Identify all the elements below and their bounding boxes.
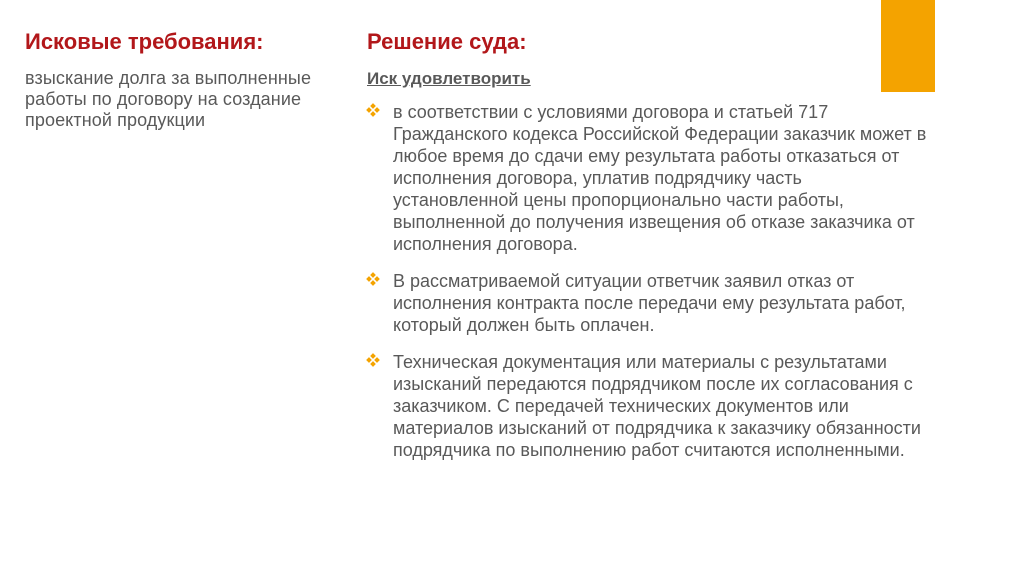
- decision-heading: Решение суда:: [367, 29, 527, 54]
- claims-column: [25, 30, 325, 131]
- decision-column: [367, 30, 927, 476]
- decision-subheading: Иск удовлетворить: [367, 69, 531, 88]
- bullet-text: Техническая документация или материалы с результатами изысканий передаются подрядчиком после их согласования с заказчиком. С передачей технических документов или материалов изысканий от подрядчика к заказчику обязанности подрядчика по выполнению работ считаются исполненными.: [393, 352, 921, 460]
- bullet-item: [367, 270, 927, 336]
- bullet-item: [367, 351, 927, 461]
- decision-bullets: [367, 101, 927, 461]
- claims-text: взыскание долга за выполненные работы по договору на создание проектной продукции: [25, 68, 312, 130]
- diamond-bullet-icon: [367, 354, 379, 366]
- bullet-text: в соответствии с условиями договора и статьей 717 Гражданского кодекса Российской Федерации заказчик может в любое время до сдачи ему результата работы отказаться от исполнения договора, уплатив подрядчику часть установленной цены пропорционально части работы, выполненной до получения извещения об отказе заказчика от исполнения договора.: [393, 102, 927, 254]
- claims-heading: Исковые требования:: [25, 29, 264, 54]
- bullet-text: В рассматриваемой ситуации ответчик заявил отказ от исполнения контракта после передачи ему результата работ, который должен быть оплачен.: [393, 271, 906, 335]
- bullet-item: [367, 101, 927, 255]
- diamond-bullet-icon: [367, 104, 379, 116]
- diamond-bullet-icon: [367, 273, 379, 285]
